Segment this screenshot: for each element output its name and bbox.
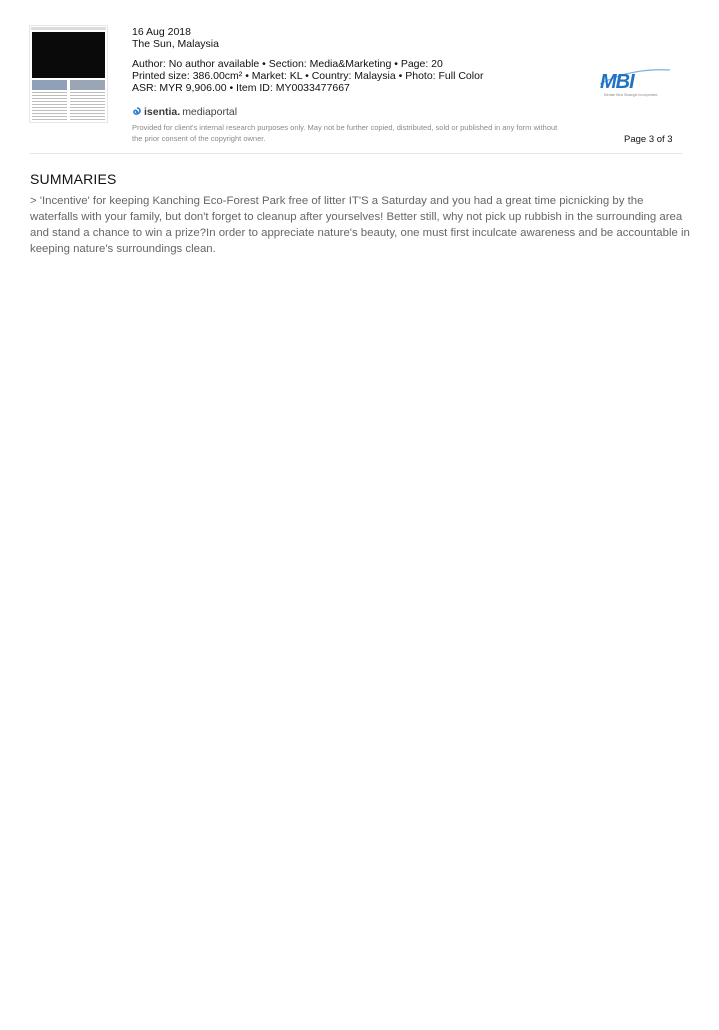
logo-text: MBI — [600, 71, 634, 93]
portal-name-b: mediaportal — [182, 106, 238, 118]
article-meta — [132, 26, 483, 94]
clipping-thumbnail[interactable] — [30, 26, 107, 122]
details-line: ASR: MYR 9,906.00 • Item ID: MY0033477667 — [132, 82, 350, 94]
page-number: Page 3 of 3 — [624, 134, 673, 145]
summaries-heading: SUMMARIES — [30, 171, 117, 187]
thumbnail-masthead — [31, 27, 106, 30]
mediaportal-brand — [132, 106, 237, 118]
details-line: Printed size: 386.00cm² • Market: KL • Country: Malaysia • Photo: Full Color — [132, 70, 484, 82]
article-date: 16 Aug 2018 — [132, 26, 191, 38]
thumbnail-dark-area — [32, 32, 105, 78]
mbi-logo — [590, 64, 674, 98]
portal-name-a: isentia. — [144, 106, 181, 118]
thumbnail-photo — [70, 80, 105, 90]
thumbnail-photo — [32, 80, 67, 90]
header-divider — [30, 153, 682, 154]
details-line: Author: No author available • Section: Media&Marketing • Page: 20 — [132, 58, 443, 70]
summary-text: > 'Incentive' for keeping Kanching Eco-Forest Park free of litter IT'S a Saturday and you had a great time picnicking by the waterfalls with your family, but don't forget to cleanup after yourselves! Better still, why not pick up rubbish in the surrounding area and stand a chance to win a prize?In order to appreciate nature's beauty, one must first inculcate awareness and be accountable in keeping nature's surroundings clean. — [30, 195, 690, 255]
copyright-disclaimer: Provided for client's internal research purposes only. May not be further copied, distributed, sold or published in any form without the prior consent of the copyright owner. — [132, 123, 558, 143]
publication-name: The Sun, Malaysia — [132, 38, 219, 50]
logo-caption: Mentari Bina Strategic Incorporated — [604, 93, 658, 97]
isentia-swirl-icon — [132, 107, 142, 117]
article-header — [30, 26, 690, 154]
